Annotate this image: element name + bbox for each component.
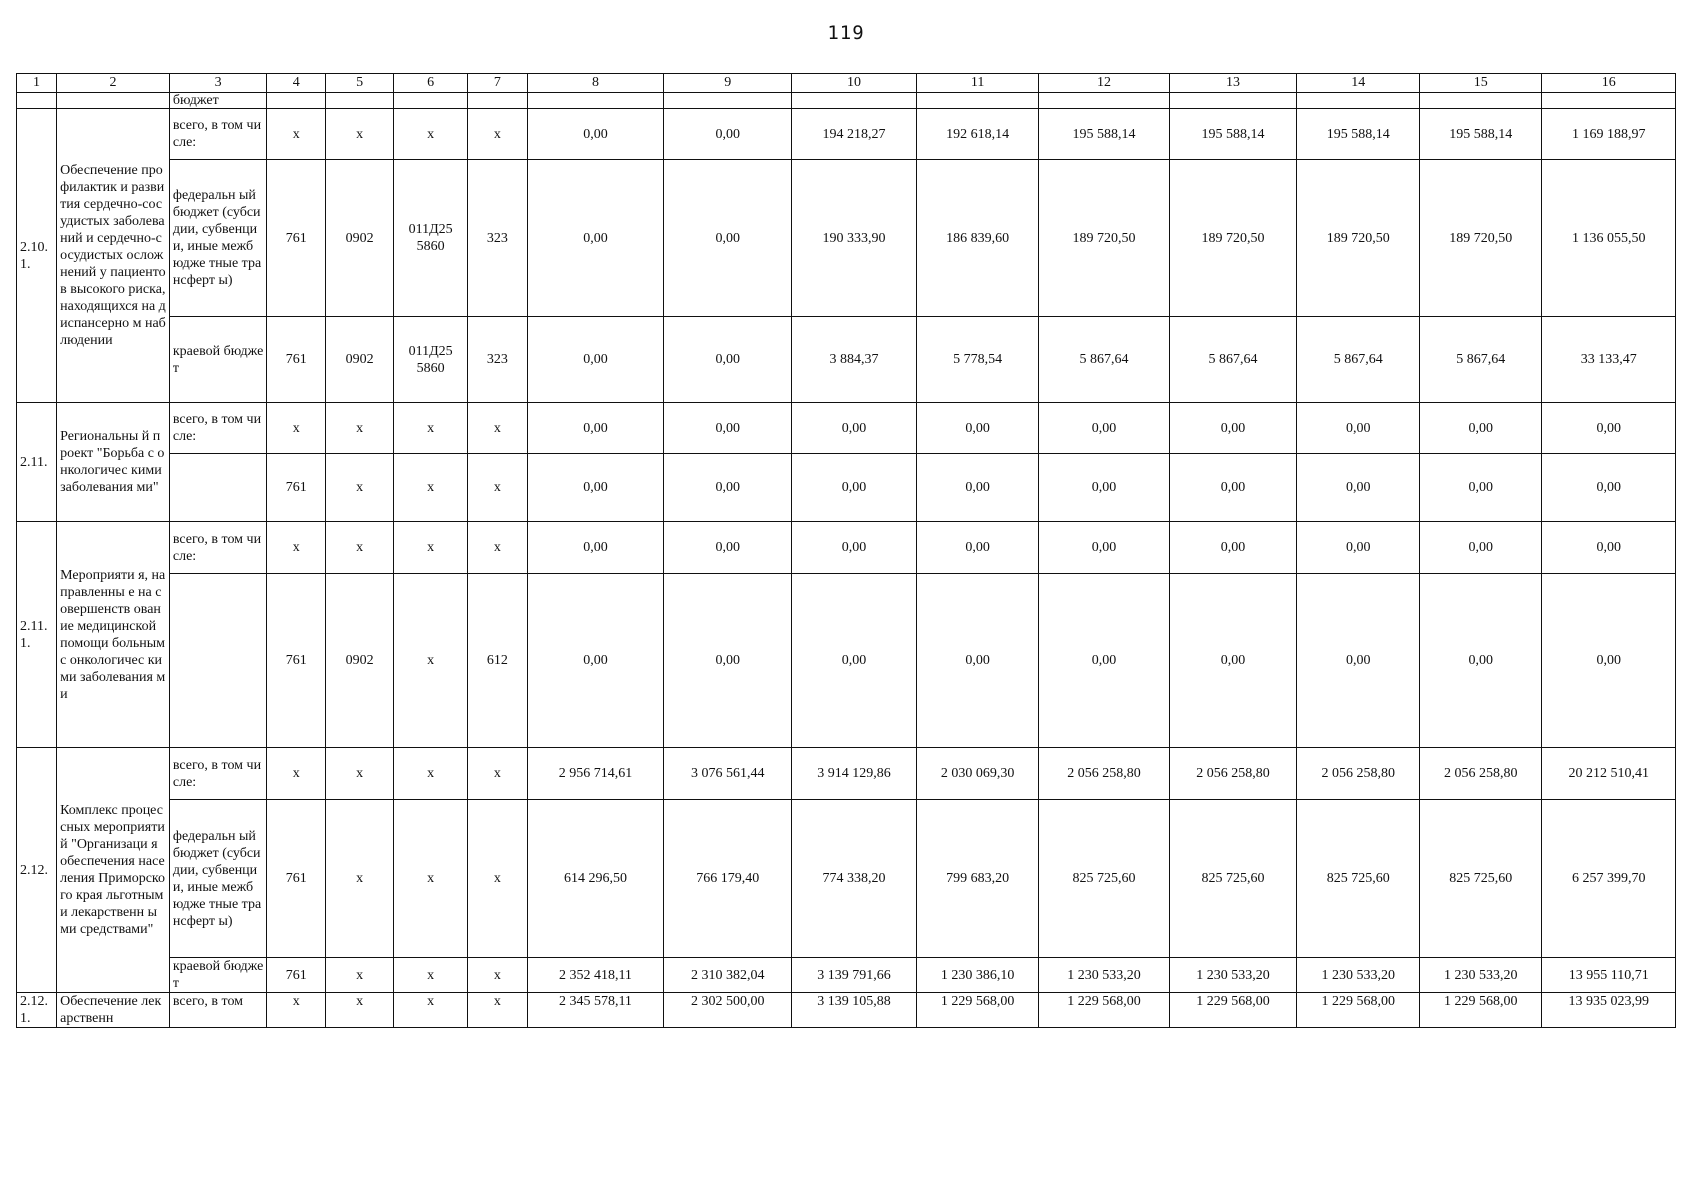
- amount-cell: 13 935 023,99: [1542, 993, 1676, 1028]
- expense-type-code: x: [468, 454, 528, 522]
- column-number-2: 2: [57, 74, 170, 93]
- item-name: Комплекс процессных мероприятий "Организаци я обеспечения населения Приморского края льготными лекарственн ыми средствами": [57, 748, 170, 993]
- funding-source: [169, 454, 267, 522]
- amount-cell: 6 257 399,70: [1542, 800, 1676, 958]
- amount-cell: 5 867,64: [1169, 317, 1297, 403]
- expense-type-code: x: [468, 748, 528, 800]
- amount-cell: 2 056 258,80: [1297, 748, 1420, 800]
- amount-cell: 5 867,64: [1419, 317, 1542, 403]
- expense-type-code: x: [468, 522, 528, 574]
- table-row: [17, 800, 1676, 958]
- expense-type-code: x: [468, 403, 528, 454]
- column-number-15: 15: [1419, 74, 1542, 93]
- target-article-code: x: [394, 109, 468, 160]
- amount-cell: 1 230 533,20: [1169, 958, 1297, 993]
- amount-cell: 1 229 568,00: [1039, 993, 1169, 1028]
- ministry-code: 761: [267, 958, 326, 993]
- column-number-6: 6: [394, 74, 468, 93]
- expense-type-code: 323: [468, 317, 528, 403]
- funding-source: [169, 574, 267, 748]
- row-index: 2.10. 1.: [17, 109, 57, 403]
- amount-cell: 194 218,27: [792, 109, 917, 160]
- funding-source: всего, в том числе:: [169, 522, 267, 574]
- amount-cell: 20 212 510,41: [1542, 748, 1676, 800]
- amount-cell: 0,00: [1542, 522, 1676, 574]
- column-number-12: 12: [1039, 74, 1169, 93]
- amount-cell: 0,00: [1039, 403, 1169, 454]
- section-code: x: [326, 993, 394, 1028]
- section-code: x: [326, 109, 394, 160]
- amount-cell: 2 956 714,61: [527, 748, 664, 800]
- section-code: x: [326, 403, 394, 454]
- amount-cell: 186 839,60: [916, 160, 1039, 317]
- amount-cell: 2 345 578,11: [527, 993, 664, 1028]
- funding-source: всего, в том числе:: [169, 748, 267, 800]
- expense-type-code: x: [468, 993, 528, 1028]
- amount-cell: 0,00: [792, 574, 917, 748]
- column-number-row: [17, 74, 1676, 93]
- ministry-code: 761: [267, 160, 326, 317]
- row-index: 2.11. 1.: [17, 522, 57, 748]
- amount-cell: 2 056 258,80: [1169, 748, 1297, 800]
- ministry-code: x: [267, 522, 326, 574]
- target-article-code: x: [394, 574, 468, 748]
- amount-cell: 1 229 568,00: [1297, 993, 1420, 1028]
- amount-cell: 1 136 055,50: [1542, 160, 1676, 317]
- amount-cell: 33 133,47: [1542, 317, 1676, 403]
- amount-cell: 189 720,50: [1419, 160, 1542, 317]
- table-row: [17, 574, 1676, 748]
- funding-source: всего, в том: [169, 993, 267, 1028]
- item-name: Обеспечение профилактик и развития сердечно-сосудистых заболеваний и сердечно-сосудистых осложнений у пациентов высокого риска, находящихся на диспансерно м наблюдении: [57, 109, 170, 403]
- amount-cell: 2 352 418,11: [527, 958, 664, 993]
- amount-cell: 195 588,14: [1297, 109, 1420, 160]
- amount-cell: 766 179,40: [664, 800, 792, 958]
- table-row: [17, 317, 1676, 403]
- section-code: x: [326, 958, 394, 993]
- amount-cell: 0,00: [664, 317, 792, 403]
- target-article-code: x: [394, 800, 468, 958]
- column-number-11: 11: [916, 74, 1039, 93]
- target-article-code: x: [394, 454, 468, 522]
- amount-cell: 0,00: [527, 109, 664, 160]
- page-number: 119: [827, 22, 865, 44]
- target-article-code: x: [394, 958, 468, 993]
- column-number-1: 1: [17, 74, 57, 93]
- amount-cell: 0,00: [916, 403, 1039, 454]
- amount-cell: 799 683,20: [916, 800, 1039, 958]
- expense-type-code: 323: [468, 160, 528, 317]
- amount-cell: 0,00: [527, 454, 664, 522]
- amount-cell: 0,00: [664, 160, 792, 317]
- amount-cell: 0,00: [664, 454, 792, 522]
- section-code: x: [326, 522, 394, 574]
- amount-cell: 195 588,14: [1169, 109, 1297, 160]
- row-index: 2.12.: [17, 748, 57, 993]
- amount-cell: 0,00: [792, 403, 917, 454]
- column-number-14: 14: [1297, 74, 1420, 93]
- item-name: Региональны й проект "Борьба с онкологичес кими заболевания ми": [57, 403, 170, 522]
- column-number-5: 5: [326, 74, 394, 93]
- table-row: [17, 748, 1676, 800]
- amount-cell: 2 056 258,80: [1039, 748, 1169, 800]
- ministry-code: 761: [267, 800, 326, 958]
- amount-cell: 5 867,64: [1297, 317, 1420, 403]
- section-code: 0902: [326, 160, 394, 317]
- amount-cell: 0,00: [1039, 454, 1169, 522]
- target-article-code: x: [394, 522, 468, 574]
- column-number-8: 8: [527, 74, 664, 93]
- funding-source: всего, в том числе:: [169, 109, 267, 160]
- amount-cell: 0,00: [1297, 454, 1420, 522]
- amount-cell: 195 588,14: [1039, 109, 1169, 160]
- amount-cell: 0,00: [1169, 574, 1297, 748]
- amount-cell: 3 139 791,66: [792, 958, 917, 993]
- amount-cell: 825 725,60: [1419, 800, 1542, 958]
- amount-cell: 0,00: [1169, 403, 1297, 454]
- funding-source: всего, в том числе:: [169, 403, 267, 454]
- amount-cell: 0,00: [1419, 574, 1542, 748]
- ministry-code: x: [267, 403, 326, 454]
- row-index: 2.11.: [17, 403, 57, 522]
- expense-type-code: x: [468, 109, 528, 160]
- amount-cell: 3 914 129,86: [792, 748, 917, 800]
- table-row: [17, 522, 1676, 574]
- amount-cell: 189 720,50: [1169, 160, 1297, 317]
- budget-table: [16, 73, 1676, 1028]
- section-code: x: [326, 454, 394, 522]
- table-row: [17, 454, 1676, 522]
- amount-cell: 0,00: [527, 574, 664, 748]
- ministry-code: 761: [267, 317, 326, 403]
- amount-cell: 0,00: [1297, 574, 1420, 748]
- amount-cell: 1 169 188,97: [1542, 109, 1676, 160]
- ministry-code: x: [267, 748, 326, 800]
- funding-source: краевой бюджет: [169, 958, 267, 993]
- amount-cell: 1 230 533,20: [1039, 958, 1169, 993]
- item-name: Мероприяти я, направленны е на совершенств ование медицинской помощи больным с онкологичес кими заболевания ми: [57, 522, 170, 748]
- amount-cell: 195 588,14: [1419, 109, 1542, 160]
- section-code: 0902: [326, 574, 394, 748]
- amount-cell: 0,00: [1169, 522, 1297, 574]
- column-number-3: 3: [169, 74, 267, 93]
- amount-cell: 0,00: [664, 109, 792, 160]
- amount-cell: 0,00: [527, 403, 664, 454]
- section-code: 0902: [326, 317, 394, 403]
- amount-cell: 2 302 500,00: [664, 993, 792, 1028]
- table-row: [17, 160, 1676, 317]
- expense-type-code: x: [468, 800, 528, 958]
- table-row: [17, 993, 1676, 1028]
- amount-cell: 0,00: [664, 522, 792, 574]
- amount-cell: 0,00: [527, 522, 664, 574]
- amount-cell: 5 778,54: [916, 317, 1039, 403]
- row-index: 2.12. 1.: [17, 993, 57, 1028]
- ministry-code: x: [267, 109, 326, 160]
- amount-cell: 0,00: [916, 522, 1039, 574]
- source-cell: бюджет: [169, 93, 267, 109]
- amount-cell: 2 056 258,80: [1419, 748, 1542, 800]
- amount-cell: 0,00: [916, 454, 1039, 522]
- amount-cell: 0,00: [1542, 403, 1676, 454]
- amount-cell: 1 230 386,10: [916, 958, 1039, 993]
- amount-cell: 825 725,60: [1169, 800, 1297, 958]
- column-number-9: 9: [664, 74, 792, 93]
- amount-cell: 3 139 105,88: [792, 993, 917, 1028]
- amount-cell: 13 955 110,71: [1542, 958, 1676, 993]
- amount-cell: 1 229 568,00: [1169, 993, 1297, 1028]
- target-article-code: 011Д25 5860: [394, 160, 468, 317]
- amount-cell: 3 076 561,44: [664, 748, 792, 800]
- expense-type-code: x: [468, 958, 528, 993]
- funding-source: краевой бюджет: [169, 317, 267, 403]
- amount-cell: 1 230 533,20: [1419, 958, 1542, 993]
- expense-type-code: 612: [468, 574, 528, 748]
- ministry-code: 761: [267, 574, 326, 748]
- amount-cell: 190 333,90: [792, 160, 917, 317]
- column-number-16: 16: [1542, 74, 1676, 93]
- target-article-code: x: [394, 993, 468, 1028]
- amount-cell: 0,00: [664, 574, 792, 748]
- amount-cell: 1 229 568,00: [916, 993, 1039, 1028]
- funding-source: федеральн ый бюджет (субсидии, субвенции, иные межбюдже тные трансферт ы): [169, 800, 267, 958]
- amount-cell: 0,00: [1297, 403, 1420, 454]
- amount-cell: 0,00: [1169, 454, 1297, 522]
- amount-cell: 0,00: [792, 522, 917, 574]
- target-article-code: 011Д25 5860: [394, 317, 468, 403]
- amount-cell: 0,00: [527, 160, 664, 317]
- amount-cell: 189 720,50: [1297, 160, 1420, 317]
- table-row: [17, 403, 1676, 454]
- section-code: x: [326, 748, 394, 800]
- amount-cell: 0,00: [1542, 454, 1676, 522]
- amount-cell: 0,00: [1542, 574, 1676, 748]
- amount-cell: 1 229 568,00: [1419, 993, 1542, 1028]
- amount-cell: 825 725,60: [1039, 800, 1169, 958]
- funding-source: федеральн ый бюджет (субсидии, субвенции, иные межбюдже тные трансферт ы): [169, 160, 267, 317]
- column-number-10: 10: [792, 74, 917, 93]
- target-article-code: x: [394, 403, 468, 454]
- amount-cell: 192 618,14: [916, 109, 1039, 160]
- amount-cell: 2 310 382,04: [664, 958, 792, 993]
- table-row: [17, 109, 1676, 160]
- amount-cell: 5 867,64: [1039, 317, 1169, 403]
- amount-cell: 774 338,20: [792, 800, 917, 958]
- ministry-code: x: [267, 993, 326, 1028]
- amount-cell: 0,00: [1419, 522, 1542, 574]
- column-number-13: 13: [1169, 74, 1297, 93]
- cell: [57, 93, 170, 109]
- amount-cell: 614 296,50: [527, 800, 664, 958]
- amount-cell: 825 725,60: [1297, 800, 1420, 958]
- amount-cell: 3 884,37: [792, 317, 917, 403]
- section-code: x: [326, 800, 394, 958]
- amount-cell: 0,00: [792, 454, 917, 522]
- amount-cell: 189 720,50: [1039, 160, 1169, 317]
- table-row: [17, 958, 1676, 993]
- ministry-code: 761: [267, 454, 326, 522]
- continuation-row: [17, 93, 1676, 109]
- amount-cell: 2 030 069,30: [916, 748, 1039, 800]
- cell: [17, 93, 57, 109]
- amount-cell: 0,00: [1039, 522, 1169, 574]
- amount-cell: 0,00: [1419, 454, 1542, 522]
- amount-cell: 0,00: [1297, 522, 1420, 574]
- column-number-4: 4: [267, 74, 326, 93]
- target-article-code: x: [394, 748, 468, 800]
- amount-cell: 0,00: [527, 317, 664, 403]
- amount-cell: 0,00: [664, 403, 792, 454]
- item-name: Обеспечение лекарственн: [57, 993, 170, 1028]
- amount-cell: 0,00: [1039, 574, 1169, 748]
- column-number-7: 7: [468, 74, 528, 93]
- amount-cell: 0,00: [1419, 403, 1542, 454]
- amount-cell: 1 230 533,20: [1297, 958, 1420, 993]
- amount-cell: 0,00: [916, 574, 1039, 748]
